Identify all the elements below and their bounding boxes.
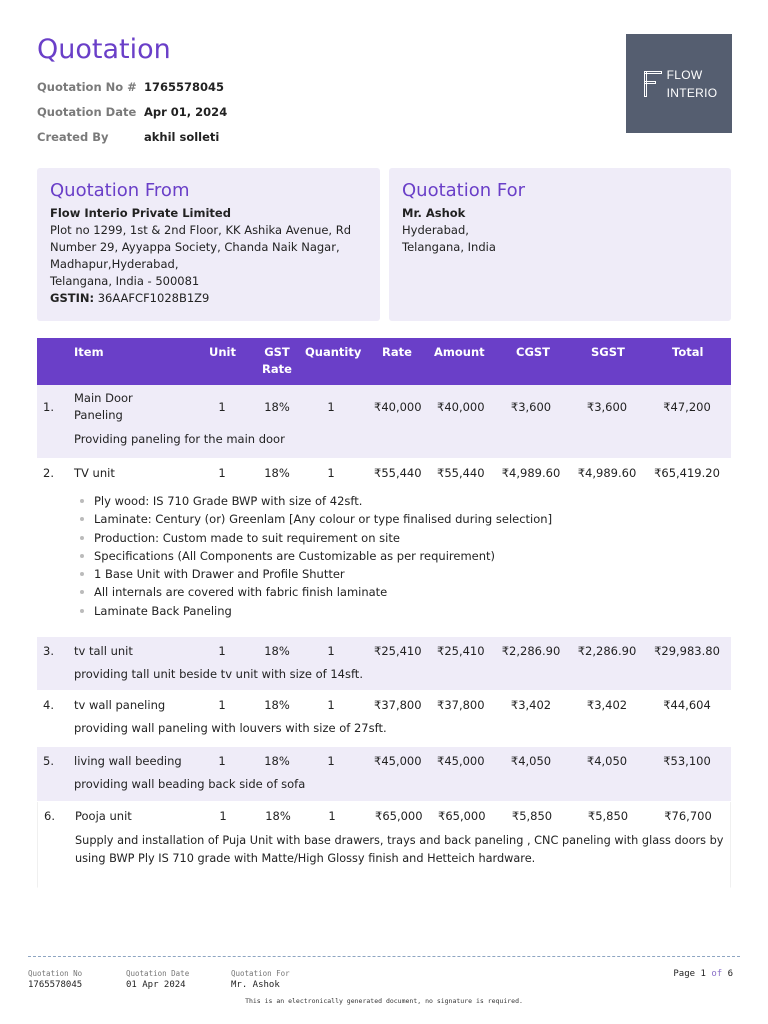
created-by-row [37,130,219,144]
footer-quotation-for-label: Quotation For [231,969,290,978]
row-total: ₹53,100 [663,754,711,768]
row-amount: ₹45,000 [437,754,485,768]
row-qty: 1 [327,754,335,768]
footer-quotation-no: 1765578045 [28,980,83,990]
row-sgst: ₹5,850 [587,809,629,823]
row-item: tv tall unit [74,644,133,658]
for-address-line: Telangana, India [402,240,496,254]
header-cgst: CGST [516,345,551,359]
list-item: All internals are covered with fabric finish laminate [74,583,552,601]
footer-quotation-for: Mr. Ashok [231,980,280,990]
row-spec-list [74,492,552,620]
row-description: Providing paneling for the main door [74,432,285,446]
quotation-for-title: Quotation For [402,180,526,201]
header-unit: Unit [209,345,236,359]
footer-note: This is an electronically generated document, no signature is required. [245,997,523,1005]
table-row [37,747,731,802]
row-item: Pooja unit [75,809,132,823]
row-number: 4. [43,698,54,712]
row-number: 5. [43,754,54,768]
list-item: Laminate: Century (or) Greenlam [Any colour or type finalised during selection] [74,510,552,528]
row-total: ₹29,983.80 [654,644,720,658]
from-address-line: Madhapur,Hyderabad, [50,257,179,271]
gstin-value: 36AAFCF1028B1Z9 [97,291,210,305]
row-number: 6. [44,809,55,823]
row-rate: ₹65,000 [375,809,423,823]
row-description: providing wall paneling with louvers with size of 27sft. [74,721,387,735]
row-gst: 18% [264,698,290,712]
row-cgst: ₹3,600 [510,400,552,414]
list-item: 1 Base Unit with Drawer and Profile Shutter [74,565,552,583]
list-item: Production: Custom made to suit requirement on site [74,529,552,547]
list-item: Ply wood: IS 710 Grade BWP with size of 42sft. [74,492,552,510]
row-description: providing wall beading back side of sofa [74,777,306,791]
header-gst-rate: GST Rate [262,345,292,376]
quotation-no-row [37,80,224,94]
row-sgst: ₹4,050 [586,754,628,768]
footer-quotation-no-label: Quotation No [28,969,83,978]
row-number: 1. [43,400,54,414]
table-row [37,385,731,459]
gstin-label: GSTIN: [50,291,95,305]
from-company-name: Flow Interio Private Limited [50,206,231,220]
logo-line-1: FLOW [666,67,703,82]
row-rate: ₹37,800 [374,698,422,712]
flow-interio-logo-icon [641,69,663,99]
row-amount: ₹37,800 [437,698,485,712]
quotation-date-label: Quotation Date [37,105,137,119]
row-cgst: ₹2,286.90 [501,644,561,658]
from-address-line: Telangana, India - 500081 [50,274,200,288]
table-row [37,691,731,747]
created-by-value: akhil solleti [144,130,220,144]
footer-divider [28,956,740,957]
table-header [37,338,731,385]
row-gst: 18% [264,400,290,414]
row-unit: 1 [218,754,226,768]
row-item: tv wall paneling [74,698,166,712]
row-cgst: ₹3,402 [510,698,552,712]
page-indicator: Page 1 of 6 [673,969,733,979]
logo-line-2: INTERIO [666,85,718,100]
table-row [37,802,731,888]
list-item: Laminate Back Paneling [74,602,552,620]
for-address-line: Hyderabad, [402,223,469,237]
row-total: ₹76,700 [664,809,712,823]
row-sgst: ₹3,600 [586,400,628,414]
quotation-from-title: Quotation From [50,180,190,201]
row-cgst: ₹4,050 [510,754,552,768]
row-number: 2. [43,466,54,480]
header-sgst: SGST [591,345,625,359]
row-total: ₹44,604 [663,698,711,712]
from-address-line: Number 29, Ayyappa Society, Chanda Naik Nagar, [50,240,340,254]
row-unit: 1 [218,466,226,480]
row-qty: 1 [327,400,335,414]
for-client-name: Mr. Ashok [402,206,466,220]
row-sgst: ₹4,989.60 [577,466,637,480]
row-amount: ₹25,410 [437,644,485,658]
table-row [37,459,731,637]
row-cgst: ₹5,850 [511,809,553,823]
row-item: living wall beeding [74,754,182,768]
header-quantity: Quantity [305,345,362,359]
row-description: Supply and installation of Puja Unit with base drawers, trays and back paneling , CNC paneling with glass doors by using BWP Ply IS 710 grade with Matte/High Glossy finish and Hetteich hardware. [75,834,724,865]
list-item: Specifications (All Components are Customizable as per requirement) [74,547,552,565]
header-item: Item [74,345,104,359]
row-item: Main Door Paneling [74,391,133,422]
row-qty: 1 [327,698,335,712]
row-amount: ₹65,000 [438,809,486,823]
from-address-line: Plot no 1299, 1st & 2nd Floor, KK Ashika Avenue, Rd [50,223,352,237]
company-logo [626,34,732,133]
row-rate: ₹45,000 [374,754,422,768]
row-gst: 18% [265,809,291,823]
row-item: TV unit [74,466,115,480]
row-unit: 1 [218,644,226,658]
quotation-no-value: 1765578045 [144,80,225,94]
row-qty: 1 [328,809,336,823]
row-total: ₹47,200 [663,400,711,414]
footer-quotation-date: 01 Apr 2024 [126,980,186,990]
items-table [37,338,731,888]
row-rate: ₹25,410 [374,644,422,658]
quotation-for-panel [389,168,731,321]
row-amount: ₹55,440 [437,466,485,480]
row-cgst: ₹4,989.60 [501,466,561,480]
row-rate: ₹55,440 [374,466,422,480]
row-amount: ₹40,000 [437,400,485,414]
page-title: Quotation [37,34,171,65]
created-by-label: Created By [37,130,109,144]
row-gst: 18% [264,644,290,658]
row-rate: ₹40,000 [374,400,422,414]
row-number: 3. [43,644,54,658]
header-total: Total [672,345,704,359]
footer-quotation-date-label: Quotation Date [126,969,190,978]
row-qty: 1 [327,466,335,480]
row-gst: 18% [264,466,290,480]
quotation-from-panel [37,168,380,321]
row-sgst: ₹2,286.90 [577,644,637,658]
header-amount: Amount [434,345,485,359]
table-row [37,637,731,691]
row-sgst: ₹3,402 [586,698,628,712]
row-gst: 18% [264,754,290,768]
quotation-date-value: Apr 01, 2024 [144,105,228,119]
row-unit: 1 [218,400,226,414]
row-qty: 1 [327,644,335,658]
quotation-no-label: Quotation No # [37,80,137,94]
header-rate: Rate [382,345,412,359]
from-gstin [50,290,367,307]
quotation-date-row [37,105,227,119]
row-unit: 1 [219,809,227,823]
row-description: providing tall unit beside tv unit with size of 14sft. [74,667,363,681]
row-total: ₹65,419.20 [654,466,720,480]
row-unit: 1 [218,698,226,712]
